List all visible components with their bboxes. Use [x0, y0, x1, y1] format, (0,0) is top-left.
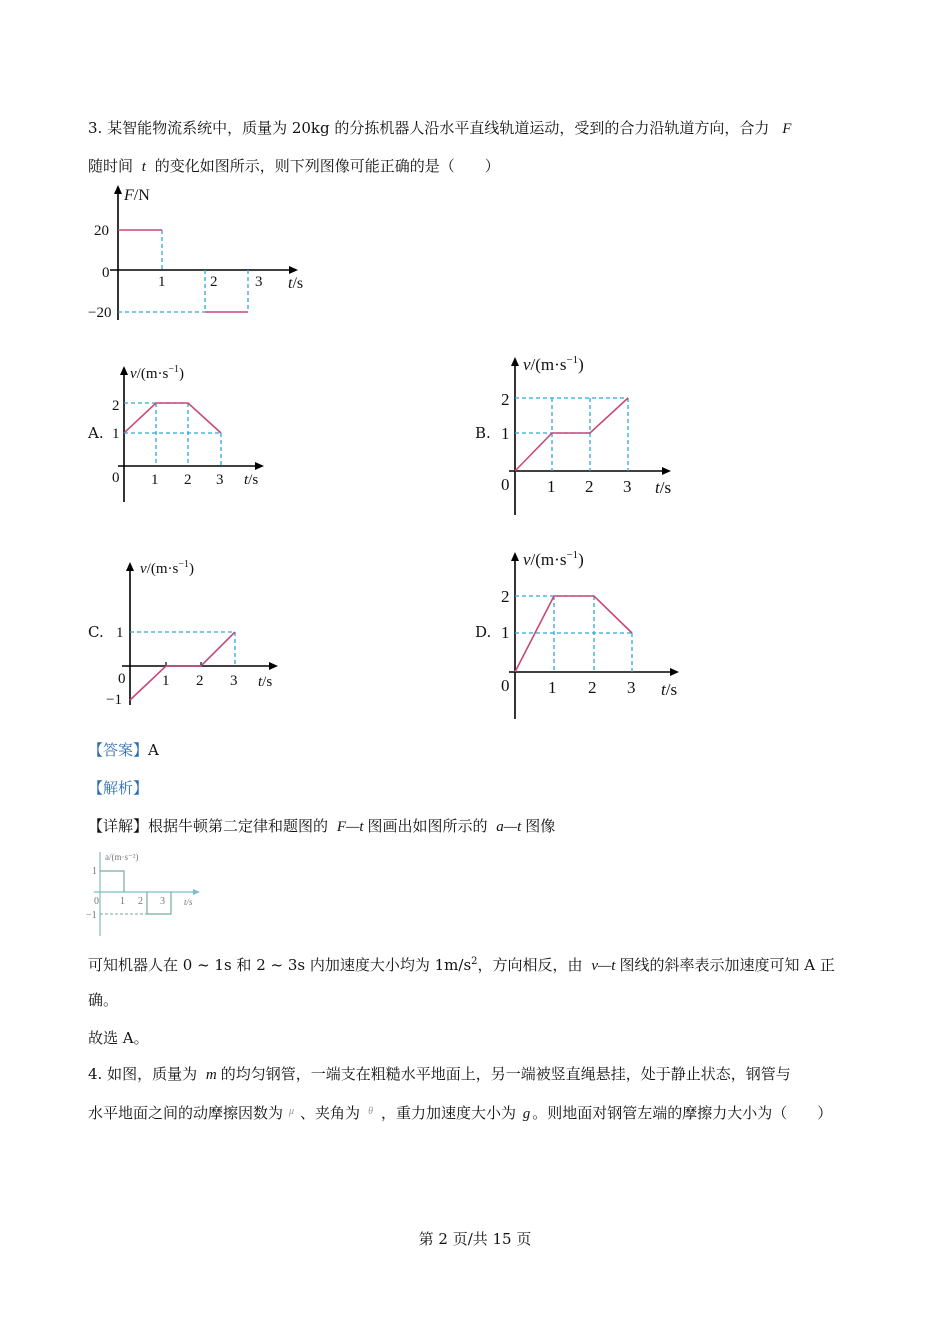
d-v-label: $v/(m\cdot s^{-1})$	[523, 549, 584, 569]
q4-text: 水平地面之间的动摩擦因数为	[88, 1104, 284, 1122]
conclusion-text: 可知机器人在 0 ~ 1s 和 2 ~ 3s 内加速度大小均为 1m/s	[88, 956, 472, 974]
answer-tag: 【答案】	[88, 741, 149, 759]
b-tick: 1	[547, 477, 556, 496]
detail-var: a—t	[496, 819, 522, 835]
c-tick: 1	[162, 673, 170, 689]
ft-tick-1: 1	[158, 274, 166, 290]
c-tick: 3	[230, 673, 238, 689]
q4-g: g	[522, 1106, 531, 1122]
b-tick: 3	[623, 477, 632, 496]
answer-line	[88, 740, 159, 760]
q4-text: 。则地面对钢管左端的摩擦力大小为（ ）	[532, 1104, 833, 1122]
b-origin: 0	[501, 475, 510, 494]
d-tick: 1	[548, 678, 557, 697]
option-b-label[interactable]: B.	[475, 424, 491, 442]
b-tick: 2	[501, 390, 510, 409]
a-x-arrow	[255, 462, 264, 470]
ft-tick-2: 2	[210, 274, 218, 290]
d-tick: 2	[588, 678, 597, 697]
a-tick: 1	[151, 472, 159, 488]
analysis-tag: 【解析】	[88, 779, 149, 797]
at-tick: 1	[92, 866, 97, 877]
answer-value: A	[148, 741, 159, 759]
option-c-label[interactable]: C.	[88, 623, 104, 641]
ft-x-label: t/s	[288, 275, 304, 292]
at-curve-pos	[100, 871, 124, 892]
b-curve	[515, 398, 628, 471]
a-y-arrow	[120, 366, 128, 375]
conclusion-text: ，方向相反，由	[477, 956, 583, 974]
a-t-label: t/s	[244, 472, 259, 488]
q4-text: 的均匀钢管，一端支在粗糙水平地面上，另一端被竖直绳悬挂，处于静止状态，钢管与	[220, 1065, 791, 1083]
at-tick: −1	[86, 910, 97, 921]
analysis-line	[88, 778, 148, 798]
c-tick: 2	[196, 673, 204, 689]
at-tick: 0	[94, 896, 99, 907]
q4-theta: θ	[368, 1106, 373, 1117]
detail-text: 图画出如图所示的	[367, 817, 488, 835]
q3-text: 3. 某智能物流系统中，质量为 20kg 的分拣机器人沿水平直线轨道运动，受到的合力沿轨道方向，合力	[88, 119, 770, 137]
q4-mu: μ	[289, 1106, 295, 1117]
b-tick: 2	[585, 477, 594, 496]
q3-text: 随时间	[88, 157, 134, 175]
at-tick: 2	[138, 896, 143, 907]
option-a-label[interactable]: A.	[88, 424, 104, 442]
ft-y-label: F/N	[124, 187, 150, 204]
q4-text: 、夹角为	[300, 1104, 361, 1122]
c-tick: 1	[116, 625, 124, 641]
detail-text: 图像	[525, 817, 556, 835]
d-curve	[515, 596, 632, 672]
d-x-arrow	[670, 668, 679, 676]
d-tick: 1	[501, 623, 510, 642]
at-x-arrow	[193, 889, 200, 895]
c-origin: 0	[118, 671, 126, 687]
detail-tag: 【详解】	[88, 817, 149, 835]
option-c-graph[interactable]	[106, 555, 292, 710]
option-a-graph[interactable]	[110, 360, 280, 510]
q4-text: 4. 如图，质量为	[88, 1065, 198, 1083]
ft-x-arrow	[289, 266, 298, 274]
at-y-label: a/(m·s⁻²)	[105, 852, 139, 862]
at-curve-neg	[147, 892, 171, 914]
a-tick: 2	[112, 398, 120, 414]
conclusion-sup: 2	[471, 956, 478, 967]
option-d-label[interactable]: D.	[475, 623, 492, 641]
d-origin: 0	[501, 676, 510, 695]
conclusion-line2: 确。	[88, 991, 119, 1009]
q3-line2	[88, 156, 500, 177]
c-y-arrow	[126, 562, 134, 571]
q3-var-f: F	[782, 121, 792, 137]
conclusion-var: v—t	[591, 958, 616, 974]
a-origin: 0	[112, 470, 120, 486]
q3-text: 的变化如图所示，则下列图像可能正确的是（ ）	[154, 157, 500, 175]
at-x-label: t/s	[184, 897, 193, 907]
d-tick: 2	[501, 587, 510, 606]
d-y-arrow	[511, 552, 519, 561]
option-d-graph[interactable]	[495, 545, 690, 725]
a-v-label: $v/(m\cdot s^{-1})$	[130, 364, 184, 382]
ft-graph	[80, 180, 320, 330]
q3-var-t: t	[141, 159, 146, 175]
b-x-arrow	[662, 467, 671, 475]
b-t-label: t/s	[655, 478, 672, 497]
detail-text: 根据牛顿第二定律和题图的	[148, 817, 329, 835]
detail-var: F—t	[336, 819, 364, 835]
detail-line	[88, 816, 555, 837]
c-x-arrow	[269, 662, 278, 670]
ft-tick-3: 3	[255, 274, 263, 290]
ft-tick-neg20: −20	[88, 305, 112, 321]
at-tick: 1	[120, 896, 125, 907]
conclusion-line1	[88, 952, 835, 976]
page-footer: 第 2 页/共 15 页	[418, 1230, 532, 1248]
conclusion-line3: 故选 A。	[88, 1029, 149, 1047]
d-t-label: t/s	[661, 680, 678, 699]
c-v-label: $v/(m\cdot s^{-1})$	[140, 559, 194, 577]
c-tick: −1	[106, 692, 122, 708]
ft-tick-0: 0	[102, 265, 110, 281]
a-tick: 2	[184, 472, 192, 488]
ft-y-arrow	[114, 185, 122, 194]
at-graph	[86, 846, 216, 941]
at-tick: 3	[160, 896, 165, 907]
c-t-label: t/s	[258, 674, 273, 690]
q4-text: ，重力加速度大小为	[380, 1104, 516, 1122]
b-y-arrow	[511, 357, 519, 366]
q4-line1	[88, 1064, 791, 1085]
q4-line2	[88, 1102, 832, 1124]
q4-var-m: m	[205, 1067, 217, 1083]
b-v-label: $v/(m\cdot s^{-1})$	[523, 354, 584, 374]
conclusion-text: 图线的斜率表示加速度可知 A 正	[619, 956, 835, 974]
option-b-graph[interactable]	[495, 350, 685, 520]
d-tick: 3	[627, 678, 636, 697]
b-tick: 1	[501, 424, 510, 443]
a-tick: 1	[112, 426, 120, 442]
q3-line1	[88, 118, 791, 139]
a-curve	[124, 403, 221, 433]
ft-tick-20: 20	[94, 223, 109, 239]
a-tick: 3	[216, 472, 224, 488]
